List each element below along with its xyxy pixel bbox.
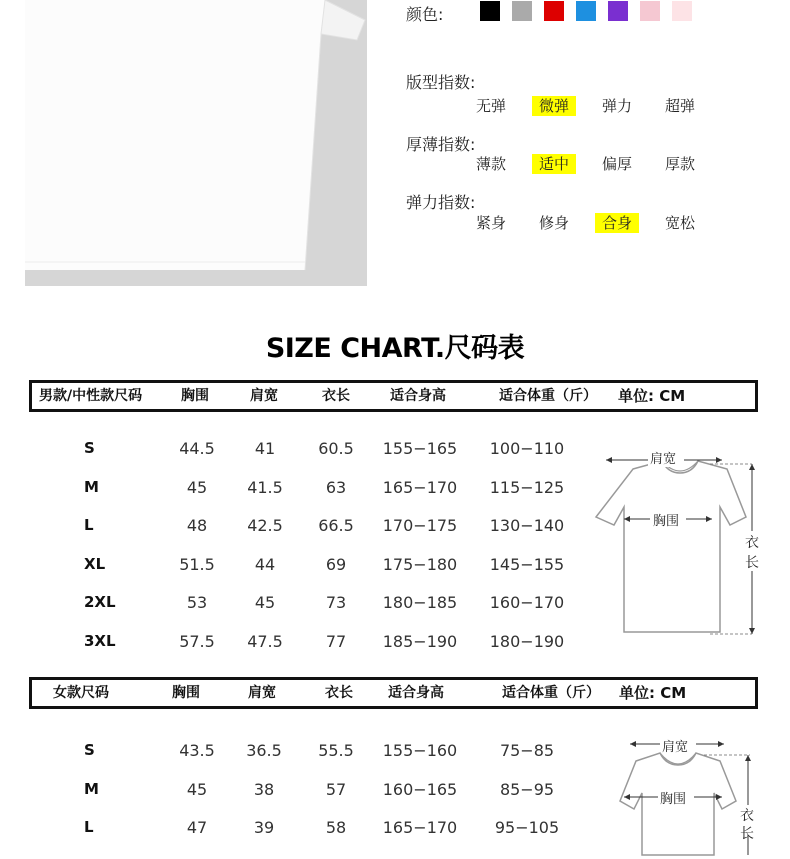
color-swatch[interactable] <box>608 1 628 21</box>
women-header-weight: 适合体重（斤） <box>502 685 600 701</box>
men-header-unit: 单位: CM <box>618 387 686 405</box>
table-cell: 45 <box>254 593 276 612</box>
men-diagram-length-label-1: 衣 <box>745 535 759 551</box>
attribute-option: 弹力 <box>601 97 632 115</box>
men-header-weight: 适合体重（斤） <box>499 388 597 404</box>
table-cell: 66.5 <box>318 516 354 535</box>
attribute-option: 宽松 <box>664 214 695 232</box>
attribute-option: 适中 <box>532 154 576 174</box>
size-label: 2XL <box>84 593 116 611</box>
table-cell: 130−140 <box>489 516 565 535</box>
color-swatch[interactable] <box>512 1 532 21</box>
table-cell: 165−170 <box>382 818 458 837</box>
size-label: XL <box>84 554 106 573</box>
table-cell: 73 <box>325 593 347 612</box>
table-cell: 42.5 <box>247 516 283 535</box>
table-cell: 38 <box>253 779 275 799</box>
table-cell: 75−85 <box>499 741 555 760</box>
table-cell: 95−105 <box>494 818 560 837</box>
men-table-header <box>29 380 758 412</box>
table-cell: 69 <box>325 554 347 574</box>
chart-title: SIZE CHART.尺码表 <box>265 333 525 364</box>
table-cell: 43.5 <box>179 741 215 760</box>
attribute-option: 厚款 <box>664 155 695 173</box>
table-cell: 63 <box>325 477 347 497</box>
attribute-option: 合身 <box>595 213 639 233</box>
women-header-chest: 胸围 <box>172 685 200 701</box>
table-cell: 160−170 <box>489 593 565 612</box>
men-diagram-chest-label: 胸围 <box>653 514 680 529</box>
attribute-option: 偏厚 <box>601 155 632 173</box>
color-swatch[interactable] <box>640 1 660 21</box>
table-cell: 45 <box>186 779 208 799</box>
color-swatches <box>480 0 700 22</box>
table-cell: 39 <box>253 818 275 837</box>
table-cell: 145−155 <box>489 554 565 574</box>
table-cell: 57.5 <box>179 631 215 651</box>
attribute-option: 无弹 <box>475 97 506 115</box>
table-cell: 85−95 <box>499 779 555 799</box>
table-cell: 180−185 <box>382 593 458 612</box>
color-swatch[interactable] <box>672 1 692 21</box>
table-cell: 100−110 <box>489 439 565 458</box>
thickness-index-label: 厚薄指数: <box>406 135 476 154</box>
table-cell: 47.5 <box>247 631 283 651</box>
table-cell: 77 <box>325 631 347 651</box>
attribute-option: 微弹 <box>532 96 576 116</box>
women-diagram-length-label-2: 长 <box>740 826 754 842</box>
table-cell: 47 <box>186 818 208 837</box>
product-photo <box>25 0 367 286</box>
women-diagram-length-label-1: 衣 <box>740 808 754 824</box>
women-table-header <box>29 677 758 709</box>
color-swatch[interactable] <box>480 1 500 21</box>
attribute-option: 超弹 <box>664 97 695 115</box>
size-label: S <box>84 439 95 457</box>
table-cell: 41 <box>254 439 276 458</box>
women-tshirt-diagram <box>600 735 770 842</box>
men-tshirt-outline-icon <box>590 447 770 642</box>
table-cell: 51.5 <box>179 554 215 574</box>
men-tshirt-diagram <box>590 447 770 642</box>
size-label: M <box>84 477 99 496</box>
table-cell: 155−165 <box>382 439 458 458</box>
size-label: L <box>84 516 94 534</box>
table-cell: 55.5 <box>318 741 354 760</box>
table-cell: 58 <box>325 818 347 837</box>
fit-index-label: 版型指数: <box>406 73 476 92</box>
table-cell: 57 <box>325 779 347 799</box>
women-header-height: 适合身高 <box>388 685 444 701</box>
size-label: L <box>84 818 94 836</box>
table-cell: 180−190 <box>489 631 565 651</box>
table-cell: 60.5 <box>318 439 354 458</box>
women-diagram-chest-label: 胸围 <box>660 792 687 807</box>
women-diagram-shoulder-label: 肩宽 <box>662 740 689 755</box>
table-cell: 185−190 <box>382 631 458 651</box>
men-header-shoulder: 肩宽 <box>250 388 278 404</box>
attribute-option: 紧身 <box>475 214 506 232</box>
table-cell: 160−165 <box>382 779 458 799</box>
table-cell: 115−125 <box>489 477 565 497</box>
table-cell: 53 <box>186 593 208 612</box>
size-label: M <box>84 779 99 798</box>
men-header-chest: 胸围 <box>181 388 209 404</box>
women-header-shoulder: 肩宽 <box>248 685 276 701</box>
women-header-length: 衣长 <box>325 685 353 701</box>
attribute-option: 修身 <box>538 214 569 232</box>
table-cell: 48 <box>186 516 208 535</box>
women-header-unit: 单位: CM <box>619 684 687 702</box>
men-header-size: 男款/中性款尺码 <box>39 388 143 404</box>
table-cell: 170−175 <box>382 516 458 535</box>
colors-label: 颜色: <box>406 5 444 24</box>
table-cell: 44.5 <box>179 439 215 458</box>
color-swatch[interactable] <box>576 1 596 21</box>
women-header-size: 女款尺码 <box>53 685 109 701</box>
men-diagram-length-label-2: 长 <box>745 555 759 571</box>
size-label: 3XL <box>84 631 116 650</box>
men-header-length: 衣长 <box>322 388 350 404</box>
stretch-index-label: 弹力指数: <box>406 193 476 212</box>
table-cell: 44 <box>254 554 276 574</box>
attribute-option: 薄款 <box>475 155 506 173</box>
table-cell: 175−180 <box>382 554 458 574</box>
table-cell: 155−160 <box>382 741 458 760</box>
color-swatch[interactable] <box>544 1 564 21</box>
men-header-height: 适合身高 <box>390 388 446 404</box>
table-cell: 36.5 <box>246 741 282 760</box>
table-cell: 45 <box>186 477 208 497</box>
table-cell: 165−170 <box>382 477 458 497</box>
table-cell: 41.5 <box>247 477 283 497</box>
size-label: S <box>84 741 95 759</box>
men-diagram-shoulder-label: 肩宽 <box>650 452 677 467</box>
